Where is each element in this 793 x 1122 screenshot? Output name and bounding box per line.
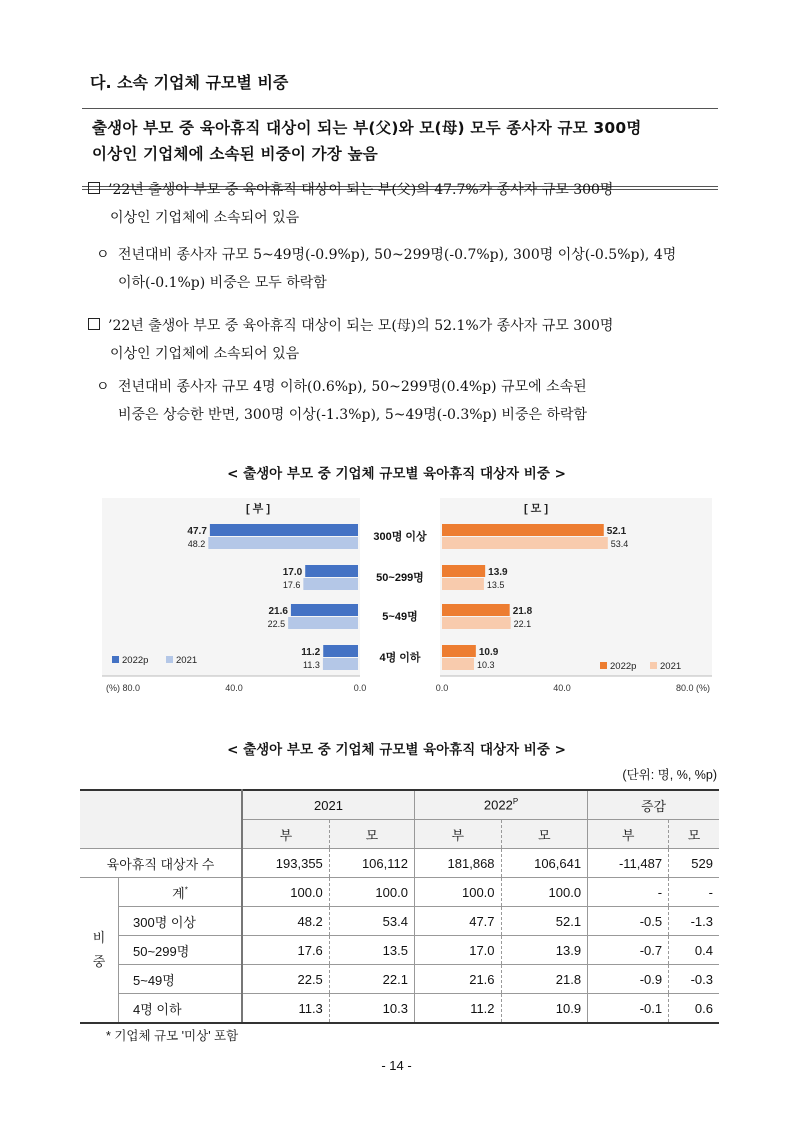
square-bullet-icon: [88, 318, 100, 330]
bar: [208, 537, 358, 549]
bar: [442, 524, 604, 536]
paragraph-text: 비중은 상승한 반면, 300명 이상(-1.3%p), 5~49명(-0.3%p) 비중은 하락함: [118, 407, 588, 423]
table-cell: 100.0: [329, 878, 414, 907]
header-sub: 부: [414, 820, 501, 849]
legend-label: 2022p: [610, 661, 637, 672]
table-cell: 181,868: [414, 849, 501, 878]
header-sub: 모: [501, 820, 588, 849]
legend-swatch: [650, 662, 657, 669]
bar: [442, 658, 474, 670]
table-cell: 10.3: [329, 994, 414, 1024]
paragraph-text: ’22년 출생아 부모 중 육아휴직 대상이 되는 부(父)의 47.7%가 종사자 규모 300명: [108, 182, 614, 198]
data-label: 11.3: [303, 660, 320, 670]
square-bullet-icon: [88, 182, 100, 194]
header-year-text: 2022: [483, 797, 513, 813]
table-cell: 48.2: [242, 907, 329, 936]
header-year-2021: 2021: [242, 790, 414, 820]
legend-swatch: [600, 662, 607, 669]
category-label: 50~299명: [376, 572, 424, 584]
table-cell: 193,355: [242, 849, 329, 878]
table-row: [80, 849, 719, 878]
paragraph-text: ’22년 출생아 부모 중 육아휴직 대상이 되는 모(母)의 52.1%가 종사자 규모 300명: [108, 318, 614, 334]
category-label: 4명 이하: [379, 652, 421, 664]
header-sub: 모: [669, 820, 719, 849]
bar: [303, 578, 358, 590]
footnote: * 기업체 규모 '미상' 포함: [106, 1029, 239, 1043]
data-label: 17.0: [282, 567, 303, 578]
legend-swatch: [112, 656, 119, 663]
axis-tick-label: 40.0: [553, 683, 571, 693]
row-label: 5~49명: [119, 965, 243, 994]
bar: [442, 604, 510, 616]
data-label: 11.2: [301, 647, 321, 658]
table-cell: 13.9: [501, 936, 588, 965]
data-label: 48.2: [187, 539, 206, 549]
axis-tick-label: 80.0 (%): [675, 683, 710, 693]
data-label: 21.8: [512, 606, 533, 617]
data-label: 53.4: [610, 539, 629, 549]
header-change: 증감: [588, 790, 719, 820]
bar: [291, 604, 358, 616]
table-cell: -1.3: [669, 907, 719, 936]
page-number: - 14 -: [381, 1058, 412, 1073]
bar: [323, 645, 358, 657]
data-label: 52.1: [606, 526, 627, 537]
bar: [210, 524, 358, 536]
table-cell: 106,112: [329, 849, 414, 878]
bar: [288, 617, 358, 629]
legend-label: 2021: [660, 661, 682, 672]
category-label: 5~49명: [382, 611, 418, 623]
table-row: [80, 965, 719, 994]
header-sub: 부: [588, 820, 669, 849]
left-panel-label: [ 부 ]: [245, 503, 271, 515]
table-cell: 0.6: [669, 994, 719, 1024]
table-unit: (단위: 명, %, %p): [622, 768, 717, 782]
bar: [442, 645, 476, 657]
axis-tick-label: (%) 80.0: [106, 683, 141, 693]
table-row: [80, 878, 719, 907]
table-row: [80, 936, 719, 965]
table-row: [80, 907, 719, 936]
table-cell: 52.1: [501, 907, 588, 936]
table-cell: -0.1: [588, 994, 669, 1024]
table-cell: 17.0: [414, 936, 501, 965]
circle-bullet-icon: ㅇ: [96, 247, 110, 263]
legend-swatch: [166, 656, 173, 663]
table-cell: -0.3: [669, 965, 719, 994]
table-row: [80, 994, 719, 1024]
category-label: 300명 이상: [373, 531, 427, 543]
table-cell: 529: [669, 849, 719, 878]
table-cell: 53.4: [329, 907, 414, 936]
bar: [305, 565, 358, 577]
table-cell: 22.5: [242, 965, 329, 994]
axis-tick-label: 0.0: [435, 683, 449, 693]
data-label: 10.9: [478, 647, 499, 658]
data-label: 10.3: [476, 660, 495, 670]
bar: [323, 658, 358, 670]
butterfly-bar-chart: [82, 488, 718, 708]
table-cell: -: [669, 878, 719, 907]
group-label: [80, 878, 119, 1024]
table-title: < 출생아 부모 중 기업체 규모별 육아휴직 대상자 비중 >: [227, 742, 566, 758]
table-cell: 13.5: [329, 936, 414, 965]
table-cell: 100.0: [501, 878, 588, 907]
summary-line-2: 이상인 기업체에 소속된 비중이 가장 높음: [92, 145, 378, 163]
table-cell: 11.2: [414, 994, 501, 1024]
paragraph-2: [96, 241, 718, 297]
header-year-sup: P: [512, 797, 519, 807]
table-cell: 0.4: [669, 936, 719, 965]
bar: [442, 578, 484, 590]
table-cell: -0.7: [588, 936, 669, 965]
data-label: 22.5: [267, 619, 286, 629]
bar: [442, 617, 511, 629]
data-label: 22.1: [513, 619, 532, 629]
table-cell: -11,487: [588, 849, 669, 878]
chart-title: < 출생아 부모 중 기업체 규모별 육아휴직 대상자 비중 >: [227, 466, 566, 482]
paragraph-text: 전년대비 종사자 규모 4명 이하(0.6%p), 50~299명(0.4%p) 규모에 소속된: [118, 379, 587, 395]
table-cell: -0.5: [588, 907, 669, 936]
table-cell: 10.9: [501, 994, 588, 1024]
group-label-char: 비: [92, 930, 106, 945]
data-label: 13.5: [486, 580, 505, 590]
legend-label: 2021: [176, 655, 198, 666]
total-label-text: 계: [172, 885, 185, 901]
table-cell: 11.3: [242, 994, 329, 1024]
table-cell: 100.0: [414, 878, 501, 907]
paragraph-1: [88, 176, 718, 232]
axis-tick-label: 0.0: [353, 683, 367, 693]
paragraph-text: 이상인 기업체에 소속되어 있음: [110, 346, 300, 362]
data-label: 17.6: [282, 580, 301, 590]
row-label: 육아휴직 대상자 수: [80, 849, 242, 878]
header-year-2022: [414, 790, 587, 820]
table-cell: 17.6: [242, 936, 329, 965]
total-label-sup: *: [184, 885, 188, 895]
right-panel-label: [ 모 ]: [523, 503, 549, 515]
table-header-row: [80, 790, 719, 820]
table-cell: 100.0: [242, 878, 329, 907]
table-cell: -: [588, 878, 669, 907]
summary-line-1: 출생아 부모 중 육아휴직 대상이 되는 부(父)와 모(母) 모두 종사자 규모 300명: [92, 119, 642, 137]
data-table: [80, 789, 719, 1024]
bar: [442, 565, 485, 577]
axis-tick-label: 40.0: [225, 683, 243, 693]
table-cell: -0.9: [588, 965, 669, 994]
table-cell: 106,641: [501, 849, 588, 878]
header-sub: 모: [329, 820, 414, 849]
circle-bullet-icon: ㅇ: [96, 379, 110, 395]
table-cell: 21.6: [414, 965, 501, 994]
table-cell: 21.8: [501, 965, 588, 994]
legend-label: 2022p: [122, 655, 149, 666]
group-label-char: 중: [92, 954, 106, 969]
header-corner: [80, 790, 242, 849]
header-sub: 부: [242, 820, 329, 849]
row-label: 300명 이상: [119, 907, 243, 936]
row-label: 4명 이하: [119, 994, 243, 1024]
table-cell: 22.1: [329, 965, 414, 994]
bar: [442, 537, 608, 549]
paragraph-text: 이상인 기업체에 소속되어 있음: [110, 210, 300, 226]
paragraph-3: [88, 312, 718, 368]
section-title: 다. 소속 기업체 규모별 비중: [90, 73, 289, 92]
paragraph-text: 이하(-0.1%p) 비중은 모두 하락함: [118, 275, 327, 291]
row-label: [119, 878, 243, 907]
table-cell: 47.7: [414, 907, 501, 936]
row-label: 50~299명: [119, 936, 243, 965]
paragraph-text: 전년대비 종사자 규모 5~49명(-0.9%p), 50~299명(-0.7%p), 300명 이상(-0.5%p), 4명: [118, 247, 677, 263]
data-label: 21.6: [268, 606, 288, 617]
data-label: 13.9: [488, 567, 508, 578]
data-label: 47.7: [187, 526, 207, 537]
paragraph-4: [96, 373, 718, 429]
